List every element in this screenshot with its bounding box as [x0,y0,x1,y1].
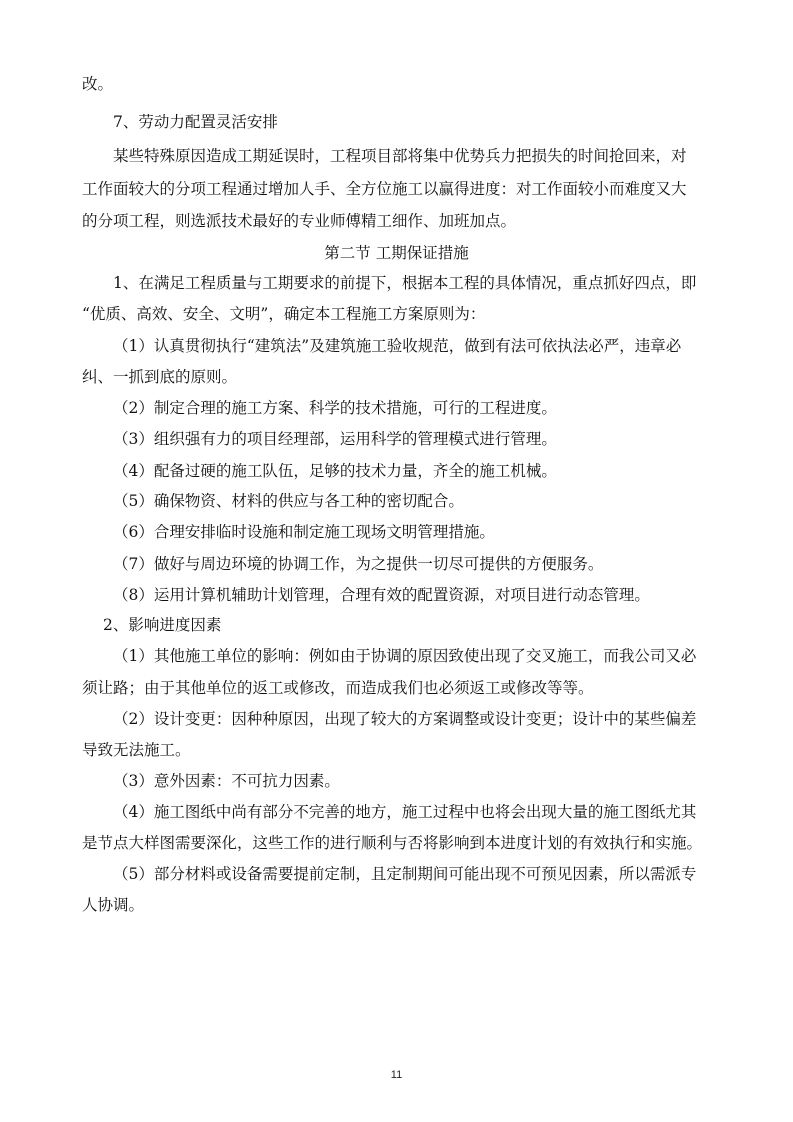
text-line: 须让路；由于其他单位的返工或修改，而造成我们也必须返工或修改等等。 [82,679,594,697]
text-line: 改。 [82,75,114,93]
text-line: （1）认真贯彻执行“建筑法”及建筑施工验收规范，做到有法可依执法必严，违章必 [113,337,682,355]
text-line: （3）意外因素：不可抗力因素。 [113,772,340,790]
text-line: （3）组织强有力的项目经理部，运用科学的管理模式进行管理。 [113,430,557,448]
text-line: （4）施工图纸中尚有部分不完善的地方，施工过程中也将会出现大量的施工图纸尤其 [113,803,697,821]
chapter-title: 第二节 工期保证措施 [324,244,469,262]
text-line: 导致无法施工。 [82,741,191,759]
text-line: （4）配备过硬的施工队伍，足够的技术力量，齐全的施工机械。 [113,462,557,480]
text-line: （7）做好与周边环境的协调工作，为之提供一切尽可提供的方便服务。 [113,555,604,573]
text-line: （5）确保物资、材料的供应与各工种的密切配合。 [113,492,464,510]
section-heading: 2、影响进度因素 [103,616,222,634]
text-line: 纠、一抓到底的原则。 [82,368,238,386]
text-line: （6）合理安排临时设施和制定施工现场文明管理措施。 [113,523,495,541]
text-line: 1、在满足工程质量与工期要求的前提下，根据本工程的具体情况，重点抓好四点，即 [113,274,697,292]
text-line: 的分项工程，则选派技术最好的专业师傅精工细作、加班加点。 [82,212,517,230]
text-line: （2）设计变更：因种种原因，出现了较大的方案调整或设计变更；设计中的某些偏差 [113,710,697,728]
text-line: “优质、高效、安全、文明”，确定本工程施工方案原则为： [82,305,486,323]
text-line: （2）制定合理的施工方案、科学的技术措施，可行的工程进度。 [113,399,557,417]
text-line: 工作面较大的分项工程通过增加人手、全方位施工以赢得进度：对工作面较小而难度又大 [82,180,687,198]
text-line: 人协调。 [82,896,145,914]
text-line: （8）运用计算机辅助计划管理，合理有效的配置资源，对项目进行动态管理。 [113,586,650,604]
text-line: （5）部分材料或设备需要提前定制，且定制期间可能出现不可预见因素，所以需派专 [113,865,697,883]
text-line: 是节点大样图需要深化，这些工作的进行顺利与否将影响到本进度计划的有效执行和实施。 [82,834,703,852]
section-heading: 7、劳动力配置灵活安排 [113,113,278,131]
text-line: （1）其他施工单位的影响：例如由于协调的原因致使出现了交叉施工，而我公司又必 [113,647,697,665]
text-line: 某些特殊原因造成工期延误时，工程项目部将集中优势兵力把损失的时间抢回来，对 [113,147,687,165]
page-number: 11 [390,1069,403,1081]
